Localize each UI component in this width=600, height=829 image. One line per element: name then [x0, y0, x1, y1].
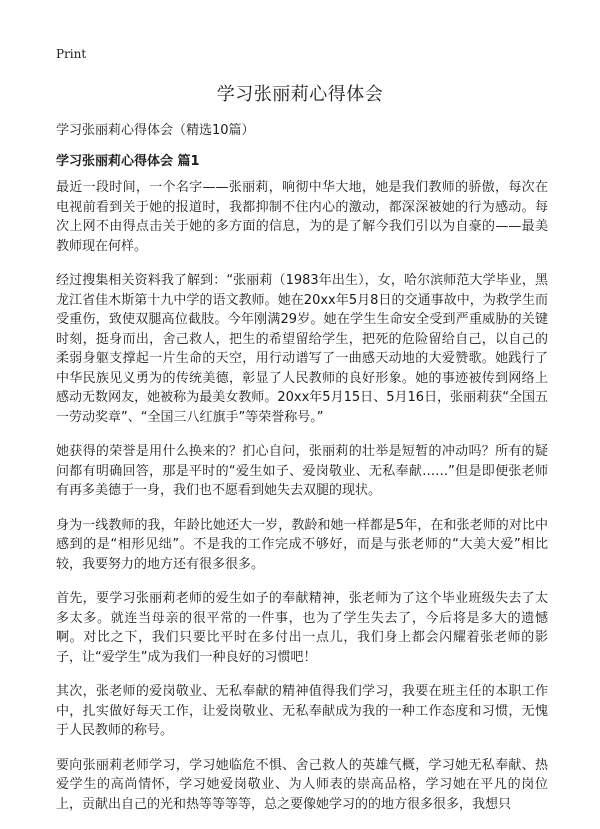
article-body: [56, 178, 548, 829]
paragraph: 最近一段时间，一个名字——张丽莉，响彻中华大地，她是我们教师的骄傲，每次在电视前看到关于她的报道时，我都抑制不住内心的激动，都深深被她的行为感动。每次上网不由得点击关于她的多方面的信息，为的是了解今我们引以为自豪的——最美教师现在何样。: [56, 180, 548, 254]
section-heading: 学习张丽莉心得体会 篇1: [56, 154, 200, 169]
document-subtitle: 学习张丽莉心得体会（精选10篇）: [56, 123, 255, 138]
paragraph: 首先，要学习张丽莉老师的爱生如子的奉献精神，张老师为了这个毕业班级失去了太多太多。就连当母亲的很平常的一件事，也为了学生失去了，今后将是多大的遗憾啊。对比之下，我们只要比平时在多付出一点儿，我们身上都会闪耀着张老师的影子，让“爱学生”成为我们一种良好的习惯吧！: [56, 591, 548, 665]
paragraph: 身为一线教师的我，年龄比她还大一岁，教龄和她一样都是5年，在和张老师的对比中感到的是“相形见绌”。不是我的工作完成不够好，而是与张老师的“大美大爱”相比较，我要努力的地方还有很多很多。: [56, 517, 548, 572]
paragraph: 其次，张老师的爱岗敬业、无私奉献的精神值得我们学习，我要在班主任的本职工作中，扎实做好每天工作，让爱岗敬业、无私奉献成为我的一种工作态度和习惯，无愧于人民教师的称号。: [56, 684, 548, 738]
paragraph: 经过搜集相关资料我了解到：“张丽莉（1983年出生），女，哈尔滨师范大学毕业，黑龙江省佳木斯第十九中学的语文教师。她在20xx年5月8日的交通事故中，为救学生而受重伤，致使双腿高位截肢。今年刚满29岁。她在学生生命安全受到严重威胁的关键时刻，挺身而出，舍己救人，把生的希望留给学生，把死的危险留给自己，以自己的柔弱身躯支撑起一片生命的天空，用行动谱写了一曲感天动地的大爱赞歌。她践行了中华民族见义勇为的传统美德，彰显了人民教师的良好形象。她的事迹被传到网络上感动无数网友，她被称为最美女教师。20xx年5月15日、5月16日，张丽莉获“全国五一劳动奖章”、“全国三八红旗手”等荣誉称号。”: [56, 273, 548, 425]
print-link[interactable]: Print: [56, 47, 87, 61]
page-title: 学习张丽莉心得体会: [216, 84, 384, 105]
paragraph: 要向张丽莉老师学习，学习她临危不惧、舍己救人的英雄气概，学习她无私奉献、热爱学生的高尚情怀，学习她爱岗敬业、为人师表的崇高品格，学习她在平凡的岗位上，贡献出自己的光和热等等等等，总之要像她学习的的地方很多很多，我想只: [56, 757, 548, 812]
paragraph: 她获得的荣誉是用什么换来的？扪心自问，张丽莉的壮举是短暂的冲动吗？所有的疑问都有明确回答，那是平时的“爱生如子、爱岗敬业、无私奉献……”但是即便张老师有再多美德于一身，我们也不愿看到她失去双腿的现状。: [56, 444, 548, 498]
